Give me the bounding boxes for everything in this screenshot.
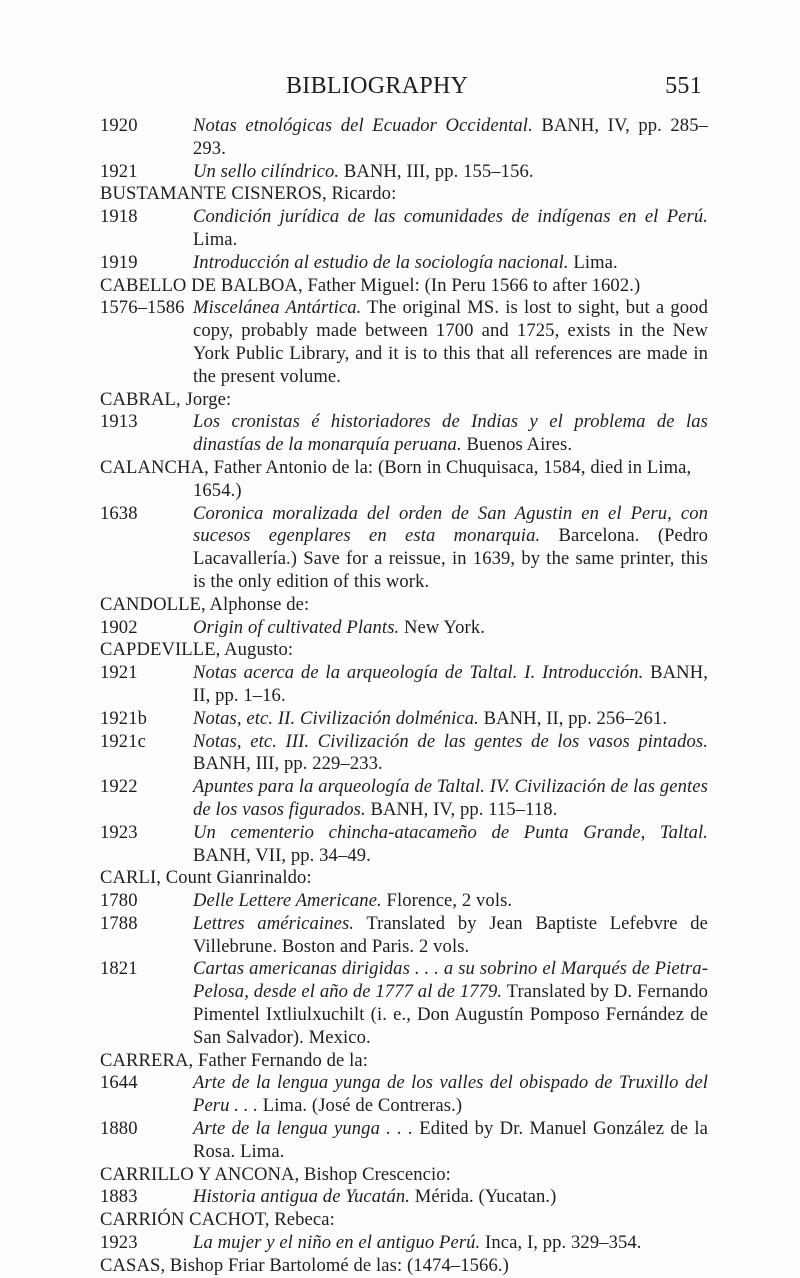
author-heading: CANDOLLE, Alphonse de:	[100, 593, 310, 615]
entry-text	[193, 1118, 708, 1164]
entry-text	[193, 252, 708, 275]
entry-year: 1922	[100, 776, 138, 798]
entry-year: 1919	[100, 251, 138, 273]
entry-details: BANH, VII, pp. 34–49.	[193, 844, 371, 866]
bibliography-entry	[100, 662, 708, 708]
bibliography-entry	[100, 617, 708, 640]
entry-details: Buenos Aires.	[461, 434, 573, 456]
entry-title: Coronica moralizada del orden de San Agustin en el Peru, con sucesos egenplares en esta monarquia.	[193, 502, 708, 547]
entry-year: 1880	[100, 1118, 138, 1140]
entry-text	[193, 1186, 708, 1209]
author-heading: CARRILLO Y ANCONA, Bishop Crescencio:	[100, 1163, 451, 1185]
page-number: 551	[665, 73, 702, 99]
entry-text	[193, 708, 708, 731]
entry-details: BANH, II, pp. 1–16.	[193, 662, 708, 706]
entry-text	[193, 1232, 708, 1255]
bibliography-entry	[100, 503, 708, 594]
entry-details: BANH, III, pp. 229–233.	[193, 753, 383, 775]
author-heading: BUSTAMANTE CISNEROS, Ricardo:	[100, 183, 397, 205]
entry-text	[193, 297, 708, 388]
entry-year: 1821	[100, 958, 138, 980]
entry-text	[193, 913, 708, 959]
author-heading: CASAS, Bishop Friar Bartolomé de las: (1474–1566.)	[100, 1254, 509, 1276]
author-heading: CALANCHA, Father Antonio de la: (Born in Chuquisaca, 1584, died in Lima, 1654.)	[100, 456, 692, 501]
bibliography-entry	[100, 958, 708, 1049]
author-heading: CARLI, Count Gianrinaldo:	[100, 867, 312, 889]
entry-year: 1923	[100, 821, 138, 843]
entry-year: 1788	[100, 912, 138, 934]
entry-title: Notas, etc. III. Civilización de las gentes de los vasos pintados.	[193, 730, 708, 752]
entry-details: BANH, III, pp. 155–156.	[339, 160, 534, 182]
entry-text	[193, 890, 708, 913]
entry-details: Lima.	[193, 228, 238, 250]
author-heading: CARRERA, Father Fernando de la:	[100, 1049, 369, 1071]
entry-title: Origin of cultivated Plants.	[193, 616, 400, 638]
entry-title: Arte de la lengua yunga de los valles del obispado de Truxillo del Peru . . .	[193, 1072, 708, 1117]
entry-year: 1780	[100, 890, 138, 912]
entry-text	[193, 617, 708, 640]
bibliography-entry	[100, 206, 708, 252]
entry-details: Translated by D. Fernando Pimentel Ixtliulxuchilt (i. e., Don Augustín Pomposo Fernández de San Salvador). Mexico.	[193, 981, 708, 1048]
entry-title: Historia antigua de Yucatán.	[193, 1186, 410, 1208]
entry-year: 1644	[100, 1072, 138, 1094]
entry-title: Cartas americanas dirigidas . . . a su sobrino el Marqués de Pietra-Pelosa, desde el año de 1777 al de 1779.	[193, 958, 708, 1003]
entry-title: Lettres américaines.	[193, 912, 355, 934]
entry-year: 1918	[100, 206, 138, 228]
entry-details: Edited by Dr. Manuel González de la Rosa. Lima.	[193, 1118, 708, 1162]
entry-title: Apuntes para la arqueología de Taltal. IV. Civilización de las gentes de los vasos figurados.	[193, 776, 708, 820]
entry-title: Arte de la lengua yunga . . .	[193, 1118, 413, 1140]
entry-year: 1913	[100, 411, 138, 433]
entry-year: 1923	[100, 1232, 138, 1254]
entry-text	[193, 958, 708, 1049]
author-heading: CARRIÓN CACHOT, Rebeca:	[100, 1209, 335, 1231]
entry-title: Un cementerio chincha-atacameño de Punta Grande, Taltal.	[193, 821, 708, 843]
entry-details: BANH, II, pp. 256–261.	[478, 707, 668, 729]
entry-details: BANH, IV, pp. 115–118.	[365, 798, 558, 820]
entry-title: Los cronistas é historiadores de Indias y el problema de las dinastías de la monarquía peruana.	[193, 411, 708, 456]
entry-year: 1576–1586	[100, 297, 185, 319]
bibliography-entry	[100, 252, 708, 275]
entry-year: 1921b	[100, 707, 147, 729]
entry-text	[193, 161, 708, 184]
bibliography-entry	[100, 913, 708, 959]
running-title: BIBLIOGRAPHY	[286, 73, 469, 99]
entry-title: Notas, etc. II. Civilización dolménica.	[193, 707, 479, 729]
entry-title: Notas etnológicas del Ecuador Occidental.	[193, 115, 533, 136]
bibliography-entry	[100, 1186, 708, 1209]
bibliography-entry	[100, 115, 708, 161]
bibliography-entry	[100, 161, 708, 184]
entry-year: 1921	[100, 662, 138, 684]
entry-details: The original MS. is lost to sight, but a good copy, probably made between 1700 and 1725, exists in the New York Public Library, and it is to this that all references are made in the present volume.	[193, 297, 708, 387]
entry-text	[193, 822, 708, 868]
bibliography-entry	[100, 776, 708, 822]
entry-year: 1921	[100, 160, 138, 182]
entry-text	[193, 1072, 708, 1118]
entry-year: 1902	[100, 616, 138, 638]
entry-text	[193, 776, 708, 822]
entry-text	[193, 731, 708, 777]
entry-title: Introducción al estudio de la sociología nacional.	[193, 251, 569, 273]
entry-details: Lima. (José de Contreras.)	[258, 1095, 463, 1117]
entry-details: Inca, I, pp. 329–354.	[480, 1232, 642, 1254]
entry-year: 1920	[100, 115, 138, 136]
bibliography-entry	[100, 1118, 708, 1164]
bibliography-entry	[100, 1072, 708, 1118]
entry-title: Miscelánea Antártica.	[193, 297, 362, 319]
entry-details: New York.	[399, 616, 485, 638]
entry-details: Mérida. (Yucatan.)	[410, 1186, 557, 1208]
entry-title: Notas acerca de la arqueología de Taltal. I. Introducción.	[193, 662, 644, 684]
bibliography-entry	[100, 731, 708, 777]
author-heading: CABELLO DE BALBOA, Father Miguel: (In Peru 1566 to after 1602.)	[100, 274, 641, 296]
entry-year: 1921c	[100, 730, 146, 752]
entry-title: Un sello cilíndrico.	[193, 160, 340, 182]
entry-title: Condición jurídica de las comunidades de indígenas en el Perú.	[193, 206, 708, 228]
entry-text	[193, 115, 708, 161]
entry-details: Barcelona. (Pedro Lacavallería.) Save for a reissue, in 1639, by the same printer, this is the only edition of this work.	[193, 525, 708, 592]
entry-year: 1638	[100, 502, 138, 524]
bibliography-entry	[100, 1232, 708, 1255]
bibliography-list	[100, 115, 708, 1278]
author-heading: CABRAL, Jorge:	[100, 388, 232, 410]
bibliography-entry	[100, 411, 708, 457]
entry-text	[193, 206, 708, 252]
bibliography-entry	[100, 708, 708, 731]
entry-text	[193, 503, 708, 594]
entry-details: BANH, IV, pp. 285–293.	[193, 115, 708, 159]
author-heading: CAPDEVILLE, Augusto:	[100, 639, 294, 661]
bibliography-entry	[100, 890, 708, 913]
entry-details: Translated by Jean Baptiste Lefebvre de Villebrune. Boston and Paris. 2 vols.	[193, 912, 709, 957]
running-header	[100, 71, 702, 101]
entry-details: Florence, 2 vols.	[381, 890, 513, 912]
bibliography-entry	[100, 822, 708, 868]
bibliography-entry	[100, 297, 708, 388]
entry-title: La mujer y el niño en el antiguo Perú.	[193, 1232, 481, 1254]
entry-title: Delle Lettere Americane.	[193, 890, 382, 912]
entry-text	[193, 662, 708, 708]
entry-details: Lima.	[568, 251, 618, 273]
entry-year: 1883	[100, 1186, 138, 1208]
entry-text	[193, 411, 708, 457]
